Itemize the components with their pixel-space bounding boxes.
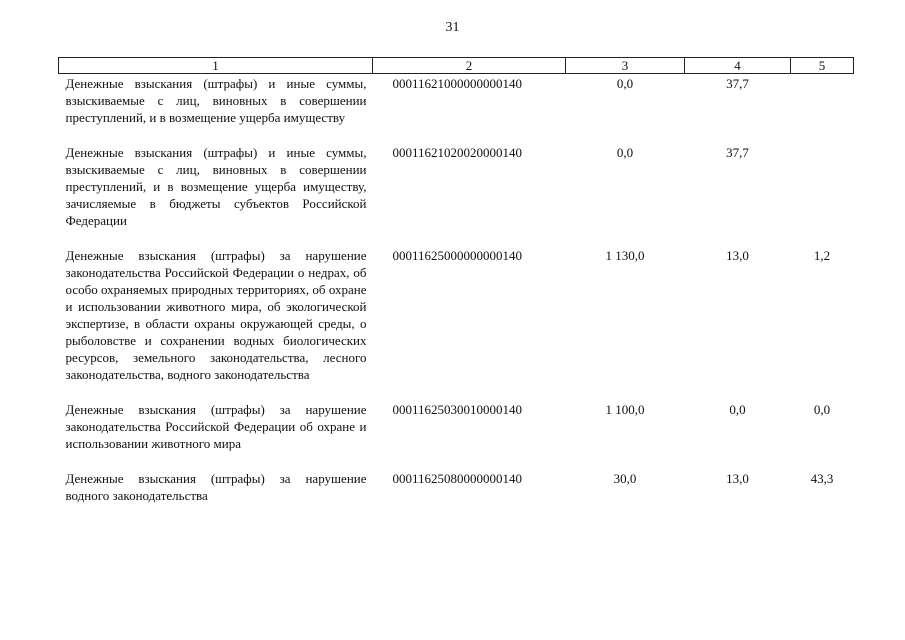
table-row — [59, 74, 854, 145]
row-name: Денежные взыскания (штрафы) за нарушение законодательства Российской Федерации об охране и использовании животного мира — [65, 402, 367, 451]
row-name: Денежные взыскания (штрафы) за нарушение водного законодательства — [65, 471, 367, 503]
page-number: 31 — [445, 20, 460, 35]
row-name: Денежные взыскания (штрафы) и иные суммы, взыскиваемые с лиц, виновных в совершении преступлений, и в возмещение ущерба имуществу — [65, 76, 367, 125]
row-code: 00011625030010000140 — [392, 402, 523, 417]
row-value-5: 1,2 — [813, 248, 831, 263]
row-value-5 — [791, 144, 854, 247]
column-header-1: 1 — [59, 58, 373, 74]
row-code: 00011621000000000140 — [392, 76, 523, 91]
row-value-4: 37,7 — [726, 76, 749, 91]
table-row — [59, 247, 854, 401]
row-value-4: 0,0 — [729, 402, 746, 417]
row-value-3: 1 130,0 — [605, 248, 645, 263]
row-value-4: 13,0 — [726, 471, 749, 486]
row-value-4: 13,0 — [726, 248, 749, 263]
table-row — [59, 144, 854, 247]
row-value-3: 0,0 — [616, 145, 634, 160]
row-value-3: 30,0 — [613, 471, 637, 486]
row-value-3: 1 100,0 — [605, 402, 645, 417]
row-value-3: 0,0 — [616, 76, 634, 91]
column-number-header-row — [59, 58, 854, 74]
column-header-3: 3 — [566, 58, 685, 74]
row-code: 00011621020020000140 — [392, 145, 523, 160]
row-value-5 — [791, 74, 854, 145]
column-header-4: 4 — [685, 58, 791, 74]
row-name: Денежные взыскания (штрафы) и иные суммы, взыскиваемые с лиц, виновных в совершении преступлений, и в возмещение ущерба имуществу, зачисляемые в бюджеты субъектов Российской Федерации — [65, 145, 367, 228]
column-header-2: 2 — [373, 58, 566, 74]
row-value-5: 43,3 — [810, 471, 834, 486]
column-header-5: 5 — [791, 58, 854, 74]
row-code: 00011625080000000140 — [392, 471, 523, 486]
row-code: 00011625000000000140 — [392, 248, 523, 263]
table-row — [59, 470, 854, 522]
row-value-5: 0,0 — [813, 402, 831, 417]
budget-table — [58, 57, 854, 522]
table-row — [59, 401, 854, 470]
row-value-4: 37,7 — [726, 145, 749, 160]
row-name: Денежные взыскания (штрафы) за нарушение законодательства Российской Федерации о недрах, об особо охраняемых природных территориях, об охране и использовании животного мира, об экологической экспертизе, в области охраны окружающей среды, о рыболовстве и сохранении водных биологических ресурсов, земельного законодательства, лесного законодательства, водного законодательства — [65, 248, 367, 382]
